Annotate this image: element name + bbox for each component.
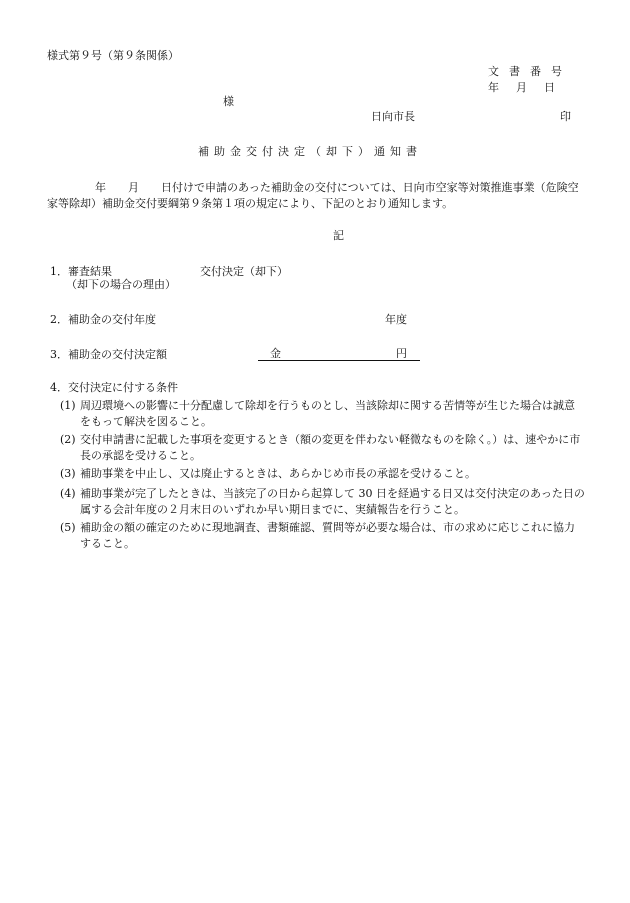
condition-number: (5): [60, 521, 76, 534]
date-label: 年月日: [488, 81, 572, 94]
document-title: 補助金交付決定（却下）通知書: [198, 145, 422, 158]
condition-number: (3): [60, 467, 76, 480]
condition-text: 周辺環境への影響に十分配慮して除却を行うものとし、当該除却に関する苦情等が生じた場合は誠意をもって解決を図ること。: [80, 399, 575, 428]
section-1-label: 1．審査結果: [50, 265, 112, 278]
issuer-name: 日向市長: [371, 110, 415, 123]
condition-text: 補助金の額の確定のために現地調査、書類確認、質問等が必要な場合は、市の求めに応じこれに協力すること。: [80, 521, 575, 550]
seal-mark: 印: [560, 110, 571, 123]
condition-item: [60, 398, 585, 430]
condition-item: [60, 520, 585, 552]
amount-kin: 金: [270, 347, 281, 360]
condition-text: 補助事業を中止し、又は廃止するときは、あらかじめ市長の承認を受けること。: [80, 467, 476, 480]
condition-number: (1): [60, 399, 76, 412]
condition-text: 補助事業が完了したときは、当該完了の日から起算して 30 日を経過する日又は交付決定のあった日の属する会計年度の２月末日のいずれか早い期日までに、実績報告を行うこと。: [80, 487, 585, 516]
section-2-label: 2．補助金の交付年度: [50, 313, 156, 326]
amount-yen: 円: [396, 347, 407, 360]
section-1-sublabel: （却下の場合の理由）: [66, 278, 176, 291]
condition-item: [60, 432, 585, 464]
section-1-value: 交付決定（却下）: [200, 265, 288, 278]
intro-paragraph: 年 月 日付けで申請のあった補助金の交付については、日向市空家等対策推進事業（危険空家等除却）補助金交付要綱第９条第１項の規定により、下記のとおり通知します。: [47, 181, 579, 210]
condition-item: [60, 486, 585, 518]
section-3-label: 3．補助金の交付決定額: [50, 348, 167, 361]
section-4-label: 4．交付決定に付する条件: [50, 381, 178, 394]
condition-number: (4): [60, 487, 76, 500]
amount-field: [258, 345, 420, 361]
addressee-label: 様: [223, 95, 234, 108]
ki-heading: 記: [333, 229, 344, 242]
section-2-value: 年度: [385, 313, 407, 326]
document-number-label: 文書番号: [488, 65, 572, 78]
form-number: 様式第９号（第９条関係）: [47, 49, 179, 62]
condition-text: 交付申請書に記載した事項を変更するとき（額の変更を伴わない軽微なものを除く。）は、速やかに市長の承認を受けること。: [80, 433, 581, 462]
condition-item: [60, 466, 585, 482]
condition-number: (2): [60, 433, 76, 446]
